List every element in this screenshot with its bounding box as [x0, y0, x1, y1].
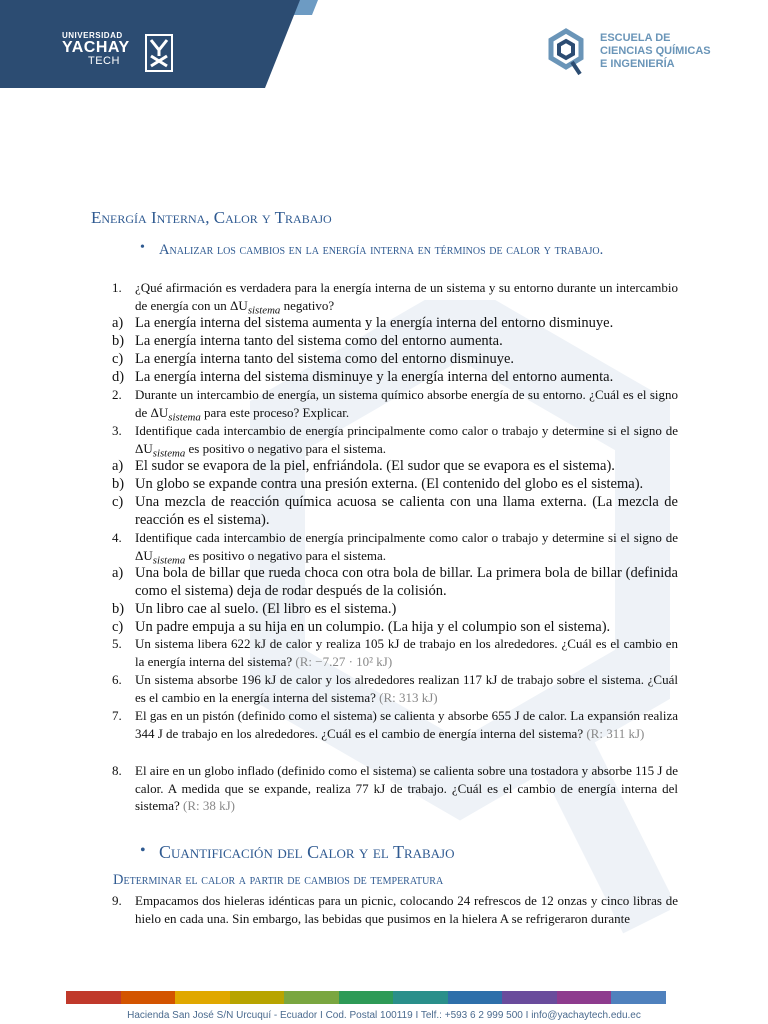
option-label: b) [112, 601, 125, 617]
question-7: El gas en un pistón (definido como el sistema) se calienta y absorbe 655 J de calor. La expansión realiza 344 J de trabajo en los alrededores. ¿Cuál es el cambio de energía interna del sistema? (R: 311 kJ) [135, 708, 678, 741]
option-label: b) [112, 476, 125, 492]
footer-stripe [448, 991, 503, 1004]
option-label: c) [112, 494, 124, 510]
option-text: La energía interna del sistema disminuye y la energía interna del entorno aumenta. [135, 369, 614, 385]
option-text: Una bola de billar que rueda choca con otra bola de billar. La primera bola de billar (definida como el sistema) deja de rodar después de la colisión. [135, 565, 678, 599]
question-9: Empacamos dos hieleras idénticas para un picnic, colocando 24 refrescos de 12 onzas y cinco libras de hielo en cada una. Sin embargo, las bebidas que pusimos en la hielera A se refrigeraron durante [135, 893, 678, 926]
footer-color-bar [66, 991, 666, 1004]
option-label: a) [112, 458, 124, 474]
option-text: La energía interna tanto del sistema como del entorno aumenta. [135, 333, 503, 349]
option-text: Un padre empuja a su hija en un columpio. (La hija y el columpio son el sistema). [135, 619, 611, 635]
option-text: Una mezcla de reacción química acuosa se calienta con una llama externa. (La mezcla de reacción es el sistema). [135, 494, 678, 528]
school-name: ESCUELA DE CIENCIAS QUÍMICAS E INGENIERÍA [600, 32, 711, 70]
option-label: a) [112, 315, 124, 331]
footer-stripe [557, 991, 612, 1004]
subsection-heading: Cuantificación del Calor y el Trabajo [159, 842, 455, 862]
school-logo-icon [546, 28, 586, 78]
yachay-logo-mark [145, 34, 173, 72]
item-number: 1. [112, 280, 122, 295]
question-8: El aire en un globo inflado (definido como el sistema) se calienta sobre una tostadora y absorbe 115 J de calor. A medida que se expande, realiza 77 kJ de trabajo. ¿Cuál es el cambio de energía interna del sistema? (R: 38 kJ) [135, 763, 678, 813]
answer: (R: −7.27 · 10² kJ) [292, 653, 393, 669]
option-label: c) [112, 351, 124, 367]
item-number: 7. [112, 708, 122, 723]
option-text: Un globo se expande contra una presión externa. (El contenido del globo es el sistema). [135, 476, 644, 492]
bullet: • [140, 240, 145, 255]
answer: (R: 38 kJ) [179, 798, 236, 813]
question-5: Un sistema libera 622 kJ de calor y realiza 105 kJ de trabajo en los alrededores. ¿Cuál es el cambio en la energía interna del sistema? (R: −7.27 · 10² kJ) [135, 636, 678, 669]
item-number: 4. [112, 530, 122, 545]
option-label: a) [112, 565, 124, 581]
section-title: Energía Interna, Calor y Trabajo [91, 208, 332, 227]
footer-stripe [66, 991, 121, 1004]
footer-stripe [611, 991, 666, 1004]
item-number: 3. [112, 423, 122, 438]
footer-stripe [121, 991, 176, 1004]
footer-stripe [284, 991, 339, 1004]
item-number: 2. [112, 387, 122, 402]
option-label: b) [112, 333, 125, 349]
footer-stripe [175, 991, 230, 1004]
footer-address: Hacienda San José S/N Urcuquí - Ecuador I Cod. Postal 100119 I Telf.: +593 6 2 999 500 I info@yachaytech.edu.ec [127, 1010, 641, 1021]
question-2: Durante un intercambio de energía, un sistema químico absorbe energía de su entorno. ¿Cuál es el signo de $\Delta U_{sistema}$ para este proceso? Explicar. [135, 387, 678, 424]
option-text: La energía interna del sistema aumenta y la energía interna del entorno disminuye. [135, 315, 614, 331]
question-4: Identifique cada intercambio de energía principalmente como calor o trabajo y determine si el signo de $\Delta U_{sistema}$ es positivo o negativo para el sistema. [135, 530, 678, 567]
item-number: 9. [112, 893, 122, 908]
option-label: c) [112, 619, 124, 635]
option-text: El sudor se evapora de la piel, enfriándola. (El sudor que se evapora es el sistema). [135, 458, 615, 474]
footer-stripe [230, 991, 285, 1004]
question-3: Identifique cada intercambio de energía principalmente como calor o trabajo y determine si el signo de $\Delta U_{sistema}$ es positivo o negativo para el sistema. [135, 423, 678, 460]
question-1: ¿Qué afirmación es verdadera para la energía interna de un sistema y su entorno durante un intercambio de energía con un $\Delta U_{sistema}$ negativo? [135, 280, 678, 317]
option-text: La energía interna tanto del sistema como del entorno disminuye. [135, 351, 515, 367]
option-text: Un libro cae al suelo. (El libro es el sistema.) [135, 601, 397, 617]
footer-stripe [339, 991, 394, 1004]
footer-stripe [502, 991, 557, 1004]
item-number: 6. [112, 672, 122, 687]
question-6: Un sistema absorbe 196 kJ de calor y los alrededores realizan 117 kJ de trabajo sobre el sistema. ¿Cuál es el cambio en la energía interna del sistema? (R: 313 kJ) [135, 672, 678, 705]
yachay-tech-logo: UNIVERSIDAD YACHAY TECH [62, 31, 130, 67]
footer-stripe [393, 991, 448, 1004]
option-label: d) [112, 369, 125, 385]
bullet: • [140, 842, 146, 859]
topic-heading: Determinar el calor a partir de cambios de temperatura [113, 872, 444, 888]
subsection-heading: Analizar los cambios en la energía interna en términos de calor y trabajo. [159, 242, 604, 258]
item-number: 8. [112, 763, 122, 778]
answer: (R: 313 kJ) [375, 689, 438, 705]
answer: (R: 311 kJ) [583, 725, 645, 741]
item-number: 5. [112, 636, 122, 651]
